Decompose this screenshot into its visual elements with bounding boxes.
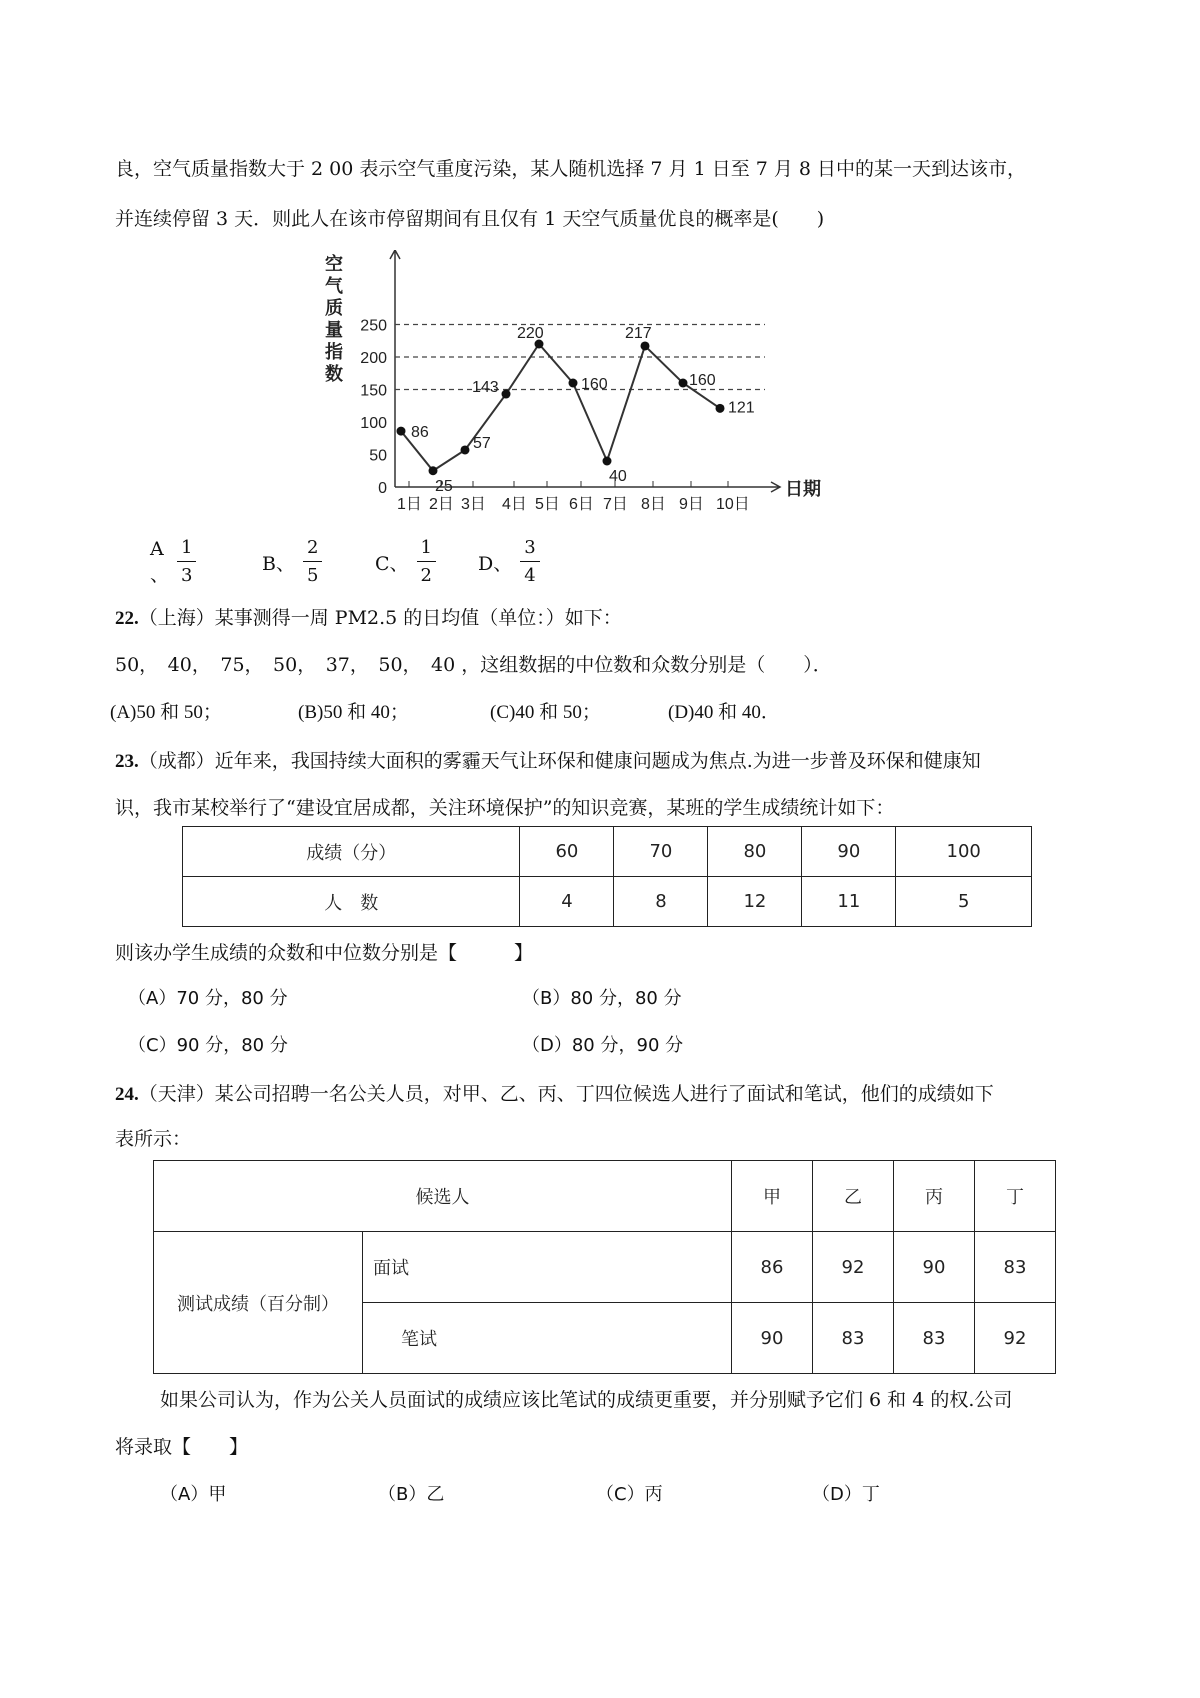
data-label: 160 — [689, 372, 716, 389]
table-row — [183, 877, 1032, 927]
q21-text-line-2: 并连续停留 3 天．则此人在该市停留期间有且仅有 1 天空气质量优良的概率是( ) — [115, 208, 825, 230]
table-cell: 70 — [614, 827, 708, 877]
q22-option-d[interactable]: (D)40 和 40． — [668, 702, 780, 723]
q24-option-a[interactable]: （A）甲 — [160, 1484, 227, 1505]
table-cell: 11 — [802, 877, 896, 927]
candidate-score-table — [153, 1160, 1056, 1374]
table-cell: 92 — [812, 1232, 893, 1303]
fraction: $\frac{3}{4}$ — [520, 539, 539, 585]
data-label: 25 — [435, 477, 453, 495]
q24-option-c[interactable]: （C）丙 — [596, 1484, 663, 1505]
table-cell: 90 — [893, 1232, 974, 1303]
table-cell: 60 — [520, 827, 614, 877]
q21-option-d[interactable] — [478, 530, 540, 594]
score-count-table — [182, 826, 1032, 927]
fraction: $\frac{1}{3}$ — [177, 539, 196, 585]
data-point — [603, 457, 612, 466]
data-point — [679, 379, 688, 388]
table-header: 丁 — [974, 1161, 1055, 1232]
table-cell: 80 — [708, 827, 802, 877]
x-tick-label: 9日 — [679, 496, 704, 513]
y-axis-label-char: 指 — [325, 342, 343, 362]
q23-question: 则该办学生成绩的众数和中位数分别是【 】 — [115, 942, 534, 964]
table-cell: 86 — [731, 1232, 812, 1303]
table-cell: 成绩（分） — [183, 827, 520, 877]
q22-data-line: 50， 40， 75， 50， 37， 50， 40 ，这组数据的中位数和众数分别是（ ）． — [115, 654, 832, 676]
data-point — [641, 341, 650, 350]
q24-text-line-2: 表所示： — [115, 1128, 192, 1150]
x-tick-label: 2日 — [429, 496, 454, 513]
y-tick-label: 50 — [369, 447, 387, 465]
question-number: 23. — [115, 751, 139, 772]
y-tick-label: 200 — [360, 350, 387, 367]
y-axis-label-char: 气 — [325, 276, 343, 296]
option-label: D、 — [478, 552, 513, 575]
question-number: 24. — [115, 1084, 139, 1105]
data-label: 143 — [472, 379, 499, 397]
x-axis-label: 日期 — [785, 479, 821, 499]
q23-option-c[interactable]: （C）90 分，80 分 — [128, 1035, 288, 1056]
table-cell: 83 — [893, 1303, 974, 1374]
q22-option-b[interactable]: (B)50 和 40； — [298, 702, 409, 723]
table-row — [154, 1232, 1056, 1303]
fraction: $\frac{2}{5}$ — [303, 539, 322, 585]
data-label: 220 — [517, 325, 544, 342]
q22-option-a[interactable]: (A)50 和 50； — [110, 702, 222, 723]
data-label: 57 — [473, 434, 491, 452]
data-label: 160 — [581, 376, 608, 393]
table-cell: 90 — [802, 827, 896, 877]
table-cell: 83 — [974, 1232, 1055, 1303]
q23-option-a[interactable]: （A）70 分，80 分 — [128, 988, 288, 1009]
x-tick-label: 5日 — [535, 496, 560, 513]
x-tick-label: 10日 — [716, 496, 750, 513]
data-point — [716, 404, 725, 413]
data-label: 217 — [625, 324, 652, 342]
table-cell: 92 — [974, 1303, 1055, 1374]
q23-option-b[interactable]: （B）80 分，80 分 — [522, 988, 682, 1009]
air-quality-line-chart — [325, 250, 885, 522]
table-cell: 83 — [812, 1303, 893, 1374]
data-point — [569, 379, 578, 388]
y-axis-label-char: 量 — [325, 320, 343, 340]
y-tick-label: 0 — [378, 480, 387, 497]
question-number: 22. — [115, 608, 139, 629]
x-tick-label: 3日 — [461, 496, 486, 513]
data-point — [429, 466, 438, 475]
table-header: 甲 — [731, 1161, 812, 1232]
q24-stem: （天津）某公司招聘一名公关人员，对甲、乙、丙、丁四位候选人进行了面试和笔试，他们的成绩如下 — [138, 1083, 994, 1105]
table-cell: 8 — [614, 877, 708, 927]
q22-text — [115, 603, 622, 630]
q24-option-b[interactable]: （B）乙 — [378, 1484, 445, 1505]
table-cell: 90 — [731, 1303, 812, 1374]
q24-note-line-1: 如果公司认为，作为公关人员面试的成绩应该比笔试的成绩更重要，并分别赋予它们 6 和 4 的权.公司 — [160, 1389, 1013, 1411]
y-tick-label: 100 — [360, 415, 387, 432]
option-label: C、 — [375, 552, 409, 575]
option-label: A 、 — [150, 537, 170, 586]
table-cell: 100 — [896, 827, 1032, 877]
q22-stem: （上海）某事测得一周 PM2.5 的日均值（单位：）如下： — [138, 607, 622, 629]
y-tick-label: 150 — [360, 382, 387, 400]
q21-option-a[interactable] — [150, 530, 196, 594]
y-tick-label: 250 — [360, 317, 387, 335]
y-axis-label-char: 数 — [325, 364, 343, 384]
x-tick-label: 1日 — [397, 496, 422, 513]
q24-text-line-1 — [115, 1079, 994, 1106]
table-cell: 4 — [520, 877, 614, 927]
x-tick-label: 6日 — [569, 496, 594, 513]
x-tick-label: 7日 — [603, 496, 628, 513]
table-cell: 人 数 — [183, 877, 520, 927]
x-tick-label: 4日 — [502, 496, 527, 513]
fraction: $\frac{1}{2}$ — [417, 539, 436, 585]
series-line — [401, 344, 720, 471]
table-row-label: 笔试 — [363, 1303, 732, 1374]
data-point — [397, 427, 406, 436]
table-row-label: 面试 — [363, 1232, 732, 1303]
q24-note-line-2: 将录取【 】 — [115, 1436, 249, 1458]
data-label: 86 — [411, 424, 429, 442]
data-point — [461, 445, 470, 454]
q21-text-line-1: 良，空气质量指数大于 2 00 表示空气重度污染，某人随机选择 7 月 1 日至 7 月 8 日中的某一天到达该市， — [115, 158, 1027, 180]
table-header: 乙 — [812, 1161, 893, 1232]
q23-stem: （成都）近年来，我国持续大面积的雾霾天气让环保和健康问题成为焦点.为进一步普及环保和健康知 — [138, 750, 981, 772]
table-header: 丙 — [893, 1161, 974, 1232]
q21-option-b[interactable] — [262, 530, 322, 594]
q23-text-line-1 — [115, 746, 981, 773]
q23-text-line-2: 识，我市某校举行了“建设宜居成都，关注环境保护”的知识竞赛，某班的学生成绩统计如下： — [115, 797, 895, 819]
data-point — [502, 390, 511, 399]
table-row — [183, 827, 1032, 877]
q24-option-d[interactable]: （D）丁 — [812, 1484, 880, 1505]
option-label: B、 — [262, 552, 295, 575]
x-tick-label: 8日 — [641, 496, 666, 513]
q21-option-c[interactable] — [375, 530, 436, 594]
table-row — [154, 1161, 1056, 1232]
table-group-label: 测试成绩（百分制） — [154, 1232, 363, 1374]
table-cell: 12 — [708, 877, 802, 927]
q23-option-d[interactable]: （D）80 分，90 分 — [522, 1035, 684, 1056]
q22-option-c[interactable]: (C)40 和 50； — [490, 702, 601, 723]
table-header: 候选人 — [154, 1161, 732, 1232]
y-axis-label-char: 空 — [325, 254, 343, 274]
y-axis-label-char: 质 — [325, 298, 343, 318]
data-label: 40 — [609, 468, 627, 485]
data-label: 121 — [728, 399, 755, 417]
table-cell: 5 — [896, 877, 1032, 927]
